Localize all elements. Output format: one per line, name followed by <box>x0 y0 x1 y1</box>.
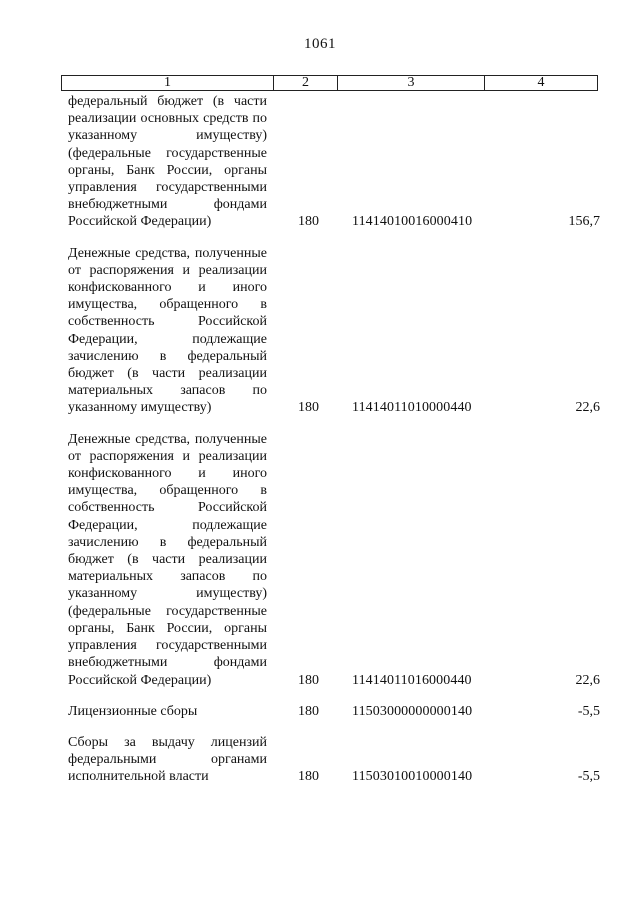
row-description: федеральный бюджет (в части реализации основных средств по указанному имуществу) (федеральные государственные органы, Банк России, органы управления государственными внебюджетными фондами Российской Федерации) <box>68 94 267 230</box>
column-header-4: 4 <box>537 75 545 90</box>
row-amount: 156,7 <box>568 214 600 230</box>
row-kbk-code: 11503010010000140 <box>352 769 473 785</box>
table-header-row <box>61 75 598 91</box>
page-number: 1061 <box>304 36 336 52</box>
row-admin-code: 180 <box>298 214 319 230</box>
row-admin-code: 180 <box>298 400 319 416</box>
column-header-3: 3 <box>338 76 485 90</box>
table-row <box>0 734 640 786</box>
row-description: Лицензионные сборы <box>68 703 198 719</box>
column-header-1: 1 <box>62 76 274 90</box>
row-description: Денежные средства, полученные от распоряжения и реализации конфискованного и иного имущества, обращенного в собственность Российской Федерации, подлежащие зачислению в федеральный бюджет (в части реализации материальных запасов по указанному имуществу) <box>68 245 267 416</box>
row-description: Сборы за выдачу лицензий федеральными органами исполнительной власти <box>68 734 267 785</box>
table-row <box>0 245 640 417</box>
row-amount: 22,6 <box>575 400 600 416</box>
table-body <box>0 93 640 786</box>
row-kbk-code: 11414010016000410 <box>352 214 473 230</box>
row-admin-code: 180 <box>298 769 319 785</box>
row-amount: -5,5 <box>577 703 600 719</box>
row-admin-code: 180 <box>298 703 319 719</box>
row-kbk-code: 11414011016000440 <box>352 672 472 688</box>
row-kbk-code: 11503000000000140 <box>352 703 473 719</box>
column-header-2: 2 <box>274 76 338 90</box>
table-row <box>0 93 640 231</box>
row-description: Денежные средства, полученные от распоряжения и реализации конфискованного и иного имущества, обращенного в собственность Российской Федерации, подлежащие зачислению в федеральный бюджет (в части реализации материальных запасов по указанному имуществу) (федеральные государственные органы, Банк России, органы управления государственными внебюджетными фондами Российской Федерации) <box>68 431 267 688</box>
row-amount: 22,6 <box>575 672 600 688</box>
table-row <box>0 703 640 720</box>
row-kbk-code: 11414011010000440 <box>352 400 472 416</box>
row-amount: -5,5 <box>577 769 600 785</box>
table-row <box>0 431 640 689</box>
row-admin-code: 180 <box>298 672 319 688</box>
